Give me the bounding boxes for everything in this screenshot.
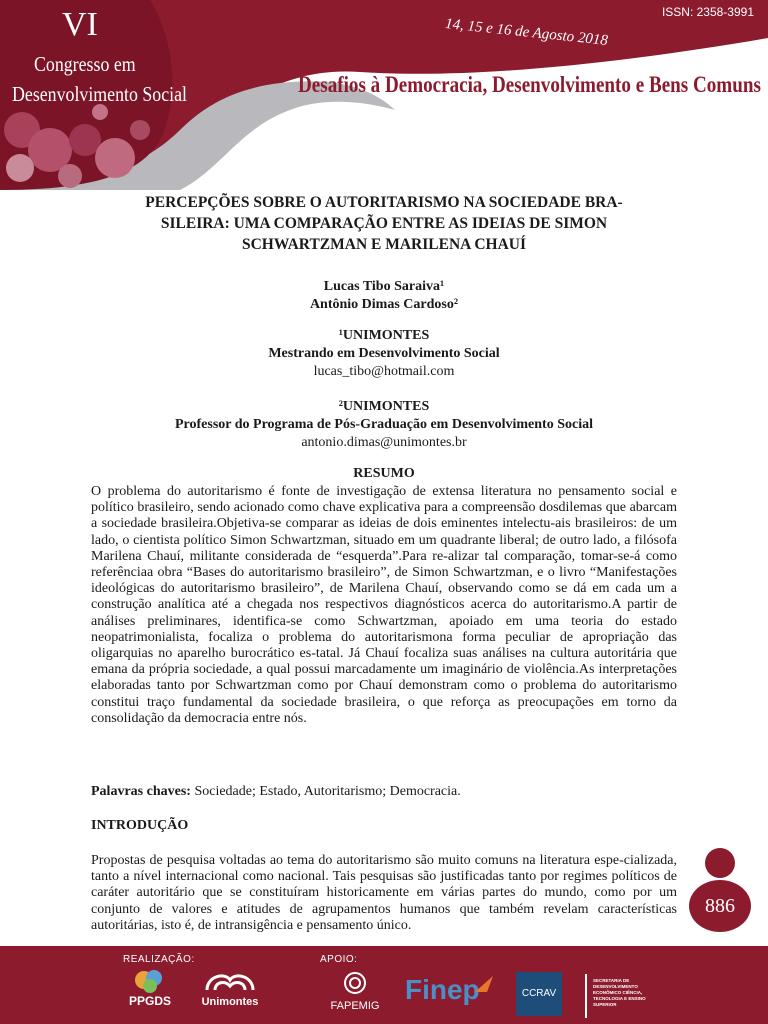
ppgds-text: PPGDS — [128, 994, 171, 1008]
sponsor-footer — [0, 946, 768, 1024]
finep-arrow-icon — [473, 972, 497, 996]
unimontes-text: Unimontes — [201, 996, 259, 1008]
page-dot-decoration — [705, 848, 735, 878]
ccrav-text: CCRAV — [521, 988, 557, 999]
finep-text: Finep — [405, 974, 480, 1005]
ppgds-logo — [124, 966, 176, 1018]
fapemig-logo — [330, 970, 380, 1018]
unimontes-logo — [195, 970, 265, 1018]
keywords — [91, 784, 677, 800]
affiliation-2-institution: ²UNIMONTES — [338, 399, 430, 414]
conference-name-line1: Congresso em — [34, 52, 136, 76]
affiliation-1-role: Mestrando em Desenvolvimento Social — [268, 346, 500, 361]
unimontes-icon — [195, 970, 265, 994]
secretaria-logo — [585, 974, 657, 1018]
fapemig-text: FAPEMIG — [330, 1000, 380, 1012]
issn-label: ISSN: 2358-3991 — [661, 5, 754, 19]
paper-title — [92, 192, 676, 255]
affiliation-1-institution: ¹UNIMONTES — [338, 328, 430, 343]
conference-name-line2: Desenvolvimento Social — [12, 82, 188, 106]
realizacao-label: REALIZAÇÃO: — [123, 954, 195, 965]
keywords-text: Sociedade; Estado, Autoritarismo; Democracia. — [190, 784, 461, 799]
affiliation-2-email: antonio.dimas@unimontes.br — [301, 435, 467, 450]
ccrav-logo — [516, 972, 562, 1016]
title-line: SCHWARTZMAN E MARILENA CHAUÍ — [241, 236, 527, 253]
page-number: 886 — [689, 880, 751, 932]
event-dates: 14, 15 e 16 de Agosto 2018 — [444, 16, 609, 49]
affiliation-1-email: lucas_tibo@hotmail.com — [313, 364, 455, 379]
keywords-label: Palavras chaves: — [91, 784, 191, 799]
apoio-label: APOIO: — [320, 954, 358, 965]
finep-logo — [405, 970, 495, 1018]
author-1: Lucas Tibo Saraiva¹ — [323, 279, 445, 294]
introduction-heading: INTRODUÇÃO — [91, 818, 189, 833]
secretaria-text: SECRETARIA DE DESENVOLVIMENTO ECONÔMICO CIÊNCIA, TECNOLOGIA E ENSINO SUPERIOR — [593, 978, 646, 1007]
fapemig-icon — [330, 970, 380, 996]
title-line: SILEIRA: UMA COMPARAÇÃO ENTRE AS IDEIAS DE SIMON — [160, 215, 608, 232]
conference-theme: Desafios à Democracia, Desenvolvimento e Bens Comuns — [298, 72, 761, 97]
title-line: PERCEPÇÕES SOBRE O AUTORITARISMO NA SOCIEDADE BRA- — [145, 194, 623, 211]
affiliation-2-role: Professor do Programa de Pós-Graduação em Desenvolvimento Social — [174, 417, 593, 432]
ppgds-icon — [124, 966, 176, 996]
abstract-heading: RESUMO — [353, 466, 415, 481]
abstract-text: O problema do autoritarismo é fonte de investigação de extensa literatura no pensamento social e político brasileiro, sendo acionado como chave explicativa para a compreensão dosdilemas que abarcam a sociedade brasileira.Objetiva-se comparar as ideias de dois eminentes intelectu-ais brasileiros: de um lado, o cientista político Simon Schwartzman, situado em um quadrante liberal; de outro lado, a filósofa Marilena Chauí, militante considerada de “esquerda”.Para re-alizar tal comparação, tomar-se-á como referênciaa obra “Bases do autoritarismo brasileiro”, de Simon Schwartzman, e o livro “Manifestações ideológicas do autoritarismo brasileiro”, de Marilena Chauí, observando como se dá em cada um a construção analítica até a chegada nos respectivos diagnósticos acerca do autoritarismo.A partir de análises preliminares, identifica-se como Schwartzman, apoiado em uma teoria do estado neopatrimonialista, focaliza o problema do autoritarismona forma peculiar de apropriação das oligarquias no aparelho burocrático es-tatal. Já Chauí focaliza suas análises na cultura autoritária que emana da própria sociedade, a qual possui marcadamente um imaginário de violência.As interpretações elaboradas tanto por Schwartzman como por Chauí demonstram como o problema do autoritarismo constitui traço fundamental da sociedade brasileira, o que reforça as preocupações em torno da consolidação da democracia entre nós. — [91, 484, 677, 726]
introduction-text: Propostas de pesquisa voltadas ao tema do autoritarismo são muito comuns na literatura espe-cializada, tanto a nível internacional como nacional. Tais pesquisas são justificadas tanto por regimes políticos de caráter autoritário que se constituíram historicamente em várias partes do mundo, como por um conjunto de valores e atitudes de agrupamentos humanos que também revelam características autoritárias, isto é, de intransigência e pensamento único. — [91, 853, 677, 933]
conference-number: VI — [62, 6, 98, 43]
conference-header — [0, 0, 768, 190]
author-2: Antônio Dimas Cardoso² — [309, 297, 459, 312]
